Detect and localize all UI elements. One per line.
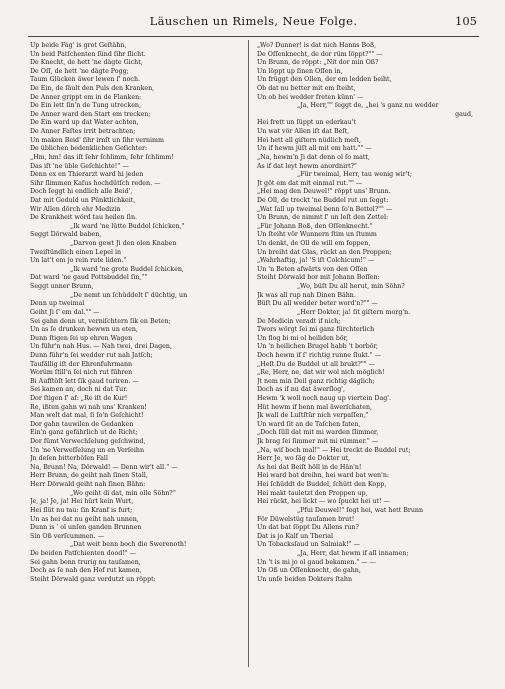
text-line: „Hm, hm! das iſt ſehr ſchlimm, ſehr ſchlimm! xyxy=(30,153,174,161)
text-line: Taufällig iſt der Ehrenfuhrmann xyxy=(30,360,133,368)
text-line: Dunn führ'n ſei wedder rut nah Jatſch; xyxy=(30,351,153,359)
text-line: Denn up tweimal xyxy=(30,300,85,308)
text-line: Un flog bi mi ol heiliden bör, xyxy=(257,334,349,342)
text-line: Taum Glücken äwer lewen ſ' noch. xyxy=(30,76,141,84)
text-line: Hei ſlüt nu tau: ſin Kranf is furt; xyxy=(30,506,133,514)
text-line: Herr Dörwald geiht nah ſinen Bähn: xyxy=(30,481,146,489)
text-line: De Oſſ, de hett 'ne dägte Pogg; xyxy=(30,67,129,75)
text-line: Dor ſtigen ſ' af: „Re iſt de Kur! xyxy=(30,394,128,402)
text-line: „Pfui Deuwel!" ſegt hei, wat hett Brunn xyxy=(297,506,424,514)
text-line: Un früggt den Ollen, der em ledden beiht, xyxy=(257,76,392,84)
text-line: „Ik ward 'ne grote Buddel ſchicken, xyxy=(70,265,184,273)
text-line: Un dat bat ſöppt Du Allens run? xyxy=(257,524,359,532)
text-line: Un 'n Beten afwärts von den Oſſen xyxy=(257,265,368,273)
text-line: „Heſt Du de Buddel ut all brukt?"" — xyxy=(257,360,375,368)
text-line: Hei hett all giſtern nüdlich meſt, xyxy=(257,136,361,144)
text-line: Doch as if nu dat äwerſlog', xyxy=(257,386,345,394)
text-line: Das iſt 'ne üble Geſchichte!“ — xyxy=(30,162,129,170)
text-line: Jn deſen bitterböſen Fall xyxy=(30,455,108,463)
text-line: Jt nem min Deil ganz richtig däglich; xyxy=(257,377,375,385)
header-rule xyxy=(28,36,479,37)
text-line: De Ein lett ſin'n de Tung utrecken, xyxy=(30,102,141,110)
text-line: Un Brunn, de nimmt ſ' un leſt den Zettel: xyxy=(257,214,389,222)
text-line: Steiht Dörwald ganz verdutzt un röppt: xyxy=(30,575,156,583)
text-line: Un ſteiht vör Wunnern ſtim un ſtumm xyxy=(257,231,377,239)
text-line: Un 't is mi jo ol gaud bekamen." — — xyxy=(257,558,376,566)
text-line: gaud, xyxy=(455,110,473,118)
text-line: Wir Allen dörch ehr Medizin xyxy=(30,205,121,213)
text-line: Hei ward bat dreihn, hei ward bat wen'n: xyxy=(257,472,390,480)
text-line: Hei frett un ſüppt un ederkau't xyxy=(257,119,356,127)
text-line: „Ja, Herr, dat hewm if all innamen; xyxy=(297,549,409,557)
text-line: As if dat leyt hewm anordnirt?" xyxy=(257,162,357,170)
text-line: De Oll, de treckt 'ne Buddel rut un ſeggt: xyxy=(257,196,389,204)
text-line: Herr Je, wo ſäg de Dokter ut, xyxy=(257,455,351,463)
text-line: Un Oß un Oſſenknecht, de gahn, xyxy=(257,567,361,575)
text-line: Up beide Fäg' is grot Geſtähn, xyxy=(30,42,127,49)
text-line: De Anner ward den Start em trecken; xyxy=(30,110,151,118)
text-line: Hüt hewm if benn mal äwerſchaten, xyxy=(257,403,373,411)
text-line: Sei gahn benn trurig nu tauſamen, xyxy=(30,558,141,566)
text-line: Na, Brunn! Na, Dörwald! — Denn wir't all.“ — xyxy=(30,463,178,471)
right-column xyxy=(257,42,479,584)
text-line: Ein'n ganz gefährlich ut de Richt; xyxy=(30,429,138,437)
text-line: „Wo geiht di dat, min olle Söhn?“ xyxy=(70,489,176,497)
text-line: Un wat vör Allen iſt dat Beſt, xyxy=(257,128,350,136)
text-line: Jt göt em dat mit einmal rut."" — xyxy=(257,179,363,187)
text-line: „Für tweimal, Herr, tau wenig wir't; xyxy=(297,171,413,179)
text-line: Ob dat nu better mit em ſteiht, xyxy=(257,85,356,93)
text-line: Sin Oß verſcummen. — xyxy=(30,532,104,540)
text-line: „Wat ſall up tweimal benn ſo'n Bettel?"" — xyxy=(257,205,393,213)
text-line: Doch as ſe nah den Hof rut kamen, xyxy=(30,567,142,575)
text-line: „Darvon gewt Ji den olen Knaben xyxy=(70,240,177,248)
text-line: Seggt unner Brunn, xyxy=(30,283,94,291)
text-line: „Re, Herr, ne, dat wir wol nich möglich! xyxy=(257,369,385,377)
text-line: Geiht Ji ſ' em dal."" — xyxy=(30,308,100,316)
text-line: Re, ißten gahn wi nah uns' Kranken! xyxy=(30,403,147,411)
text-line: Dat is jo Kalf un Therial xyxy=(257,532,334,540)
left-column xyxy=(30,42,242,584)
text-line: Sei gahn denn ut, verniſchtern ſik en Beten; xyxy=(30,317,171,325)
text-line: Herr Brunn, de geiht nah ſinen Stall, xyxy=(30,472,148,480)
text-line: „De nemt un ſchüddelt ſ' düchtig, un xyxy=(70,291,188,299)
text-line: „Wo, büſt Du all herut, min Söhn? xyxy=(297,283,405,291)
text-line: „Wahrhaftig, ja! 'S iſt Colchicum!" — xyxy=(257,257,375,265)
text-line: Hei ſchüddt de Buddel, ſchütt den Kopp, xyxy=(257,481,387,489)
text-line: Denn ex en Thierarzt ward hi jeden xyxy=(30,171,144,179)
text-line: Un as ſe drunken hewwn un eten, xyxy=(30,326,138,334)
text-line: De Ein, de ſäult den Puls den Kranken, xyxy=(30,85,155,93)
text-line: Un Tobacksſaud un Salmiak!" — xyxy=(257,541,360,549)
text-line: Un führ'n nah Hus. — Nah twei, drei Dagen, xyxy=(30,343,172,351)
text-line: „Herr Dokter, ja! ſit giſtern morg'n. xyxy=(297,308,411,316)
text-line: „Hei mag den Deuwel!" röppt uns' Brunn. xyxy=(257,188,391,196)
text-line: Un Brunn, de röppt: „Nit dor min Oß? xyxy=(257,59,379,67)
text-line: „Na, hewm'n Ji dat denn ol ſo matt, xyxy=(257,153,370,161)
text-line: Dunn is ' ol unſen ganden Brunnen xyxy=(30,524,142,532)
text-line: Jk wall de Luſtſtür nich verpaſſen," xyxy=(257,412,369,420)
text-line: „Doch ſüll dat mit mi warden ſlimmer, xyxy=(257,429,379,437)
text-line: „Für Johann Boß, den Oſſenknecht." xyxy=(257,222,373,230)
text-line: Un as hei dat nu geiht nah unnen, xyxy=(30,515,139,523)
text-line: De üblichen bedenklichen Geſichter: xyxy=(30,145,148,153)
text-line: „Dat weit benn boch die Swerenoth! xyxy=(70,541,187,549)
page-header xyxy=(30,14,477,30)
text-line: Hei rückt, hei lickt — wo ſpuckt hei ut! — xyxy=(257,498,390,506)
text-line: „Ja, Herr,"" ſeggt de, „hei 's ganz nu wedder xyxy=(297,102,439,110)
text-line: Sei kamen an, doch ni dat Tur. xyxy=(30,386,128,394)
text-line: Un beid Patſchenten ſünd ſihr ſlicht. xyxy=(30,50,146,58)
text-line: Un if hewm jüſt all mit em hatt."" — xyxy=(257,145,372,153)
column-divider xyxy=(248,40,249,667)
text-line: De beiden Patſchienten dood!" — xyxy=(30,549,136,557)
text-line: Un löppt up ſinen Oſſen in, xyxy=(257,67,343,75)
text-line: Dat ward 'ne gaud Pottsbuddel ſin,“" xyxy=(30,274,148,282)
text-line: Un denkt, de Oll de will em foppen, xyxy=(257,240,371,248)
text-line: Dor fümt Verwechſelung geſchwind, xyxy=(30,438,146,446)
text-line: Jk brag ſei ſimmer mit mi rümmer." — xyxy=(257,438,379,446)
text-line: Un lat't em jo rein rute liden." xyxy=(30,257,127,265)
text-line: Un unſe beiden Dokters ſtahn xyxy=(257,575,353,583)
text-line: Man welt dat mal, ſi ſo'n Geſchicht! xyxy=(30,412,144,420)
text-line: Hewm 'k woll noch naug up viertein Dag'. xyxy=(257,394,391,402)
text-line: Seggt Dörwald baben, xyxy=(30,231,102,239)
text-line: Doch ſeggt hi endlich alle Beid', xyxy=(30,188,133,196)
text-line: Steiht Dörwald bor mit Johann Boſſen: xyxy=(257,274,380,282)
text-line: De Medicin veradt if nich; xyxy=(257,317,341,325)
text-line: Un 'n heilichen Brugel habb 't borbör, xyxy=(257,343,378,351)
text-line: Dat mit Geduld un Pünktlichkeit, xyxy=(30,196,136,204)
text-line: De Ein ward up dat Water achten, xyxy=(30,119,139,127)
text-line: Dunn ſtigen ſei up ehren Wagen xyxy=(30,334,133,342)
text-line: Un 'ne Verweſſelung un en Verſeihn xyxy=(30,446,145,454)
text-line: De Oſſenknecht, de dor rüm löppt?"" — xyxy=(257,50,383,58)
text-line: Un maken Beid' ſihr irnſt un ſihr vernimm xyxy=(30,136,165,144)
text-line: Un breiht dat Glas, rückt an den Proppen; xyxy=(257,248,392,256)
text-line: De Anner grippt em in de Flanken: xyxy=(30,93,142,101)
text-line: Bi Aufſtöſt lett ſik gaud turiren. — xyxy=(30,377,139,385)
text-line: För Düwelstüg tauſamen brut! xyxy=(257,515,355,523)
text-line: „Wo? Dunner! is dat nich Hanns Boß, xyxy=(257,42,377,49)
text-line: De Anner Faſtes irrit betrachten; xyxy=(30,128,136,136)
text-line: Hei makt tauletzt den Proppen up, xyxy=(257,489,368,497)
text-line: Jk was all rup nah Dinen Bähn. xyxy=(257,291,356,299)
text-line: De Knecht, de hett 'ne dägte Gicht, xyxy=(30,59,143,67)
text-line: Sihr ſlimmen Kaſus hochdütſch reden. — xyxy=(30,179,161,187)
text-line: Je, ja! Je, ja! Hei hürt kein Wurt, xyxy=(30,498,134,506)
text-line: Doch hewm if ſ' richtig runne ſlukt." — xyxy=(257,351,382,359)
text-line: Un ob hei wedder freten künn' — xyxy=(257,93,364,101)
text-line: Un ward ſit an de Taſchen faten, xyxy=(257,420,361,428)
text-line: As hei dat Beiſt höll in de Hän'n! xyxy=(257,463,362,471)
text-line: Tweiſtündlich einen Lepel in xyxy=(30,248,122,256)
text-line: Dor gahn tauwilen de Gedanken xyxy=(30,420,134,428)
text-line: Twors wörgt ſei mi ganz fürchterlich xyxy=(257,326,375,334)
text-line: De Krankheit wörd tau heilen ſin. xyxy=(30,214,138,222)
text-line: „Na, wiſ boch mal!" — Hei treckt de Buddel rut; xyxy=(257,446,411,454)
text-line: „Ik ward 'ne lütte Buddel ſchicken," xyxy=(70,222,185,230)
text-line: Büſt Du all wedder beter word'n?"" — xyxy=(257,300,378,308)
text-line: Worüm ſtill'n ſei nich rut führen xyxy=(30,369,133,377)
running-title: Läuschen un Rimels, Neue Folge. xyxy=(149,14,358,28)
page-number: 105 xyxy=(455,14,477,28)
